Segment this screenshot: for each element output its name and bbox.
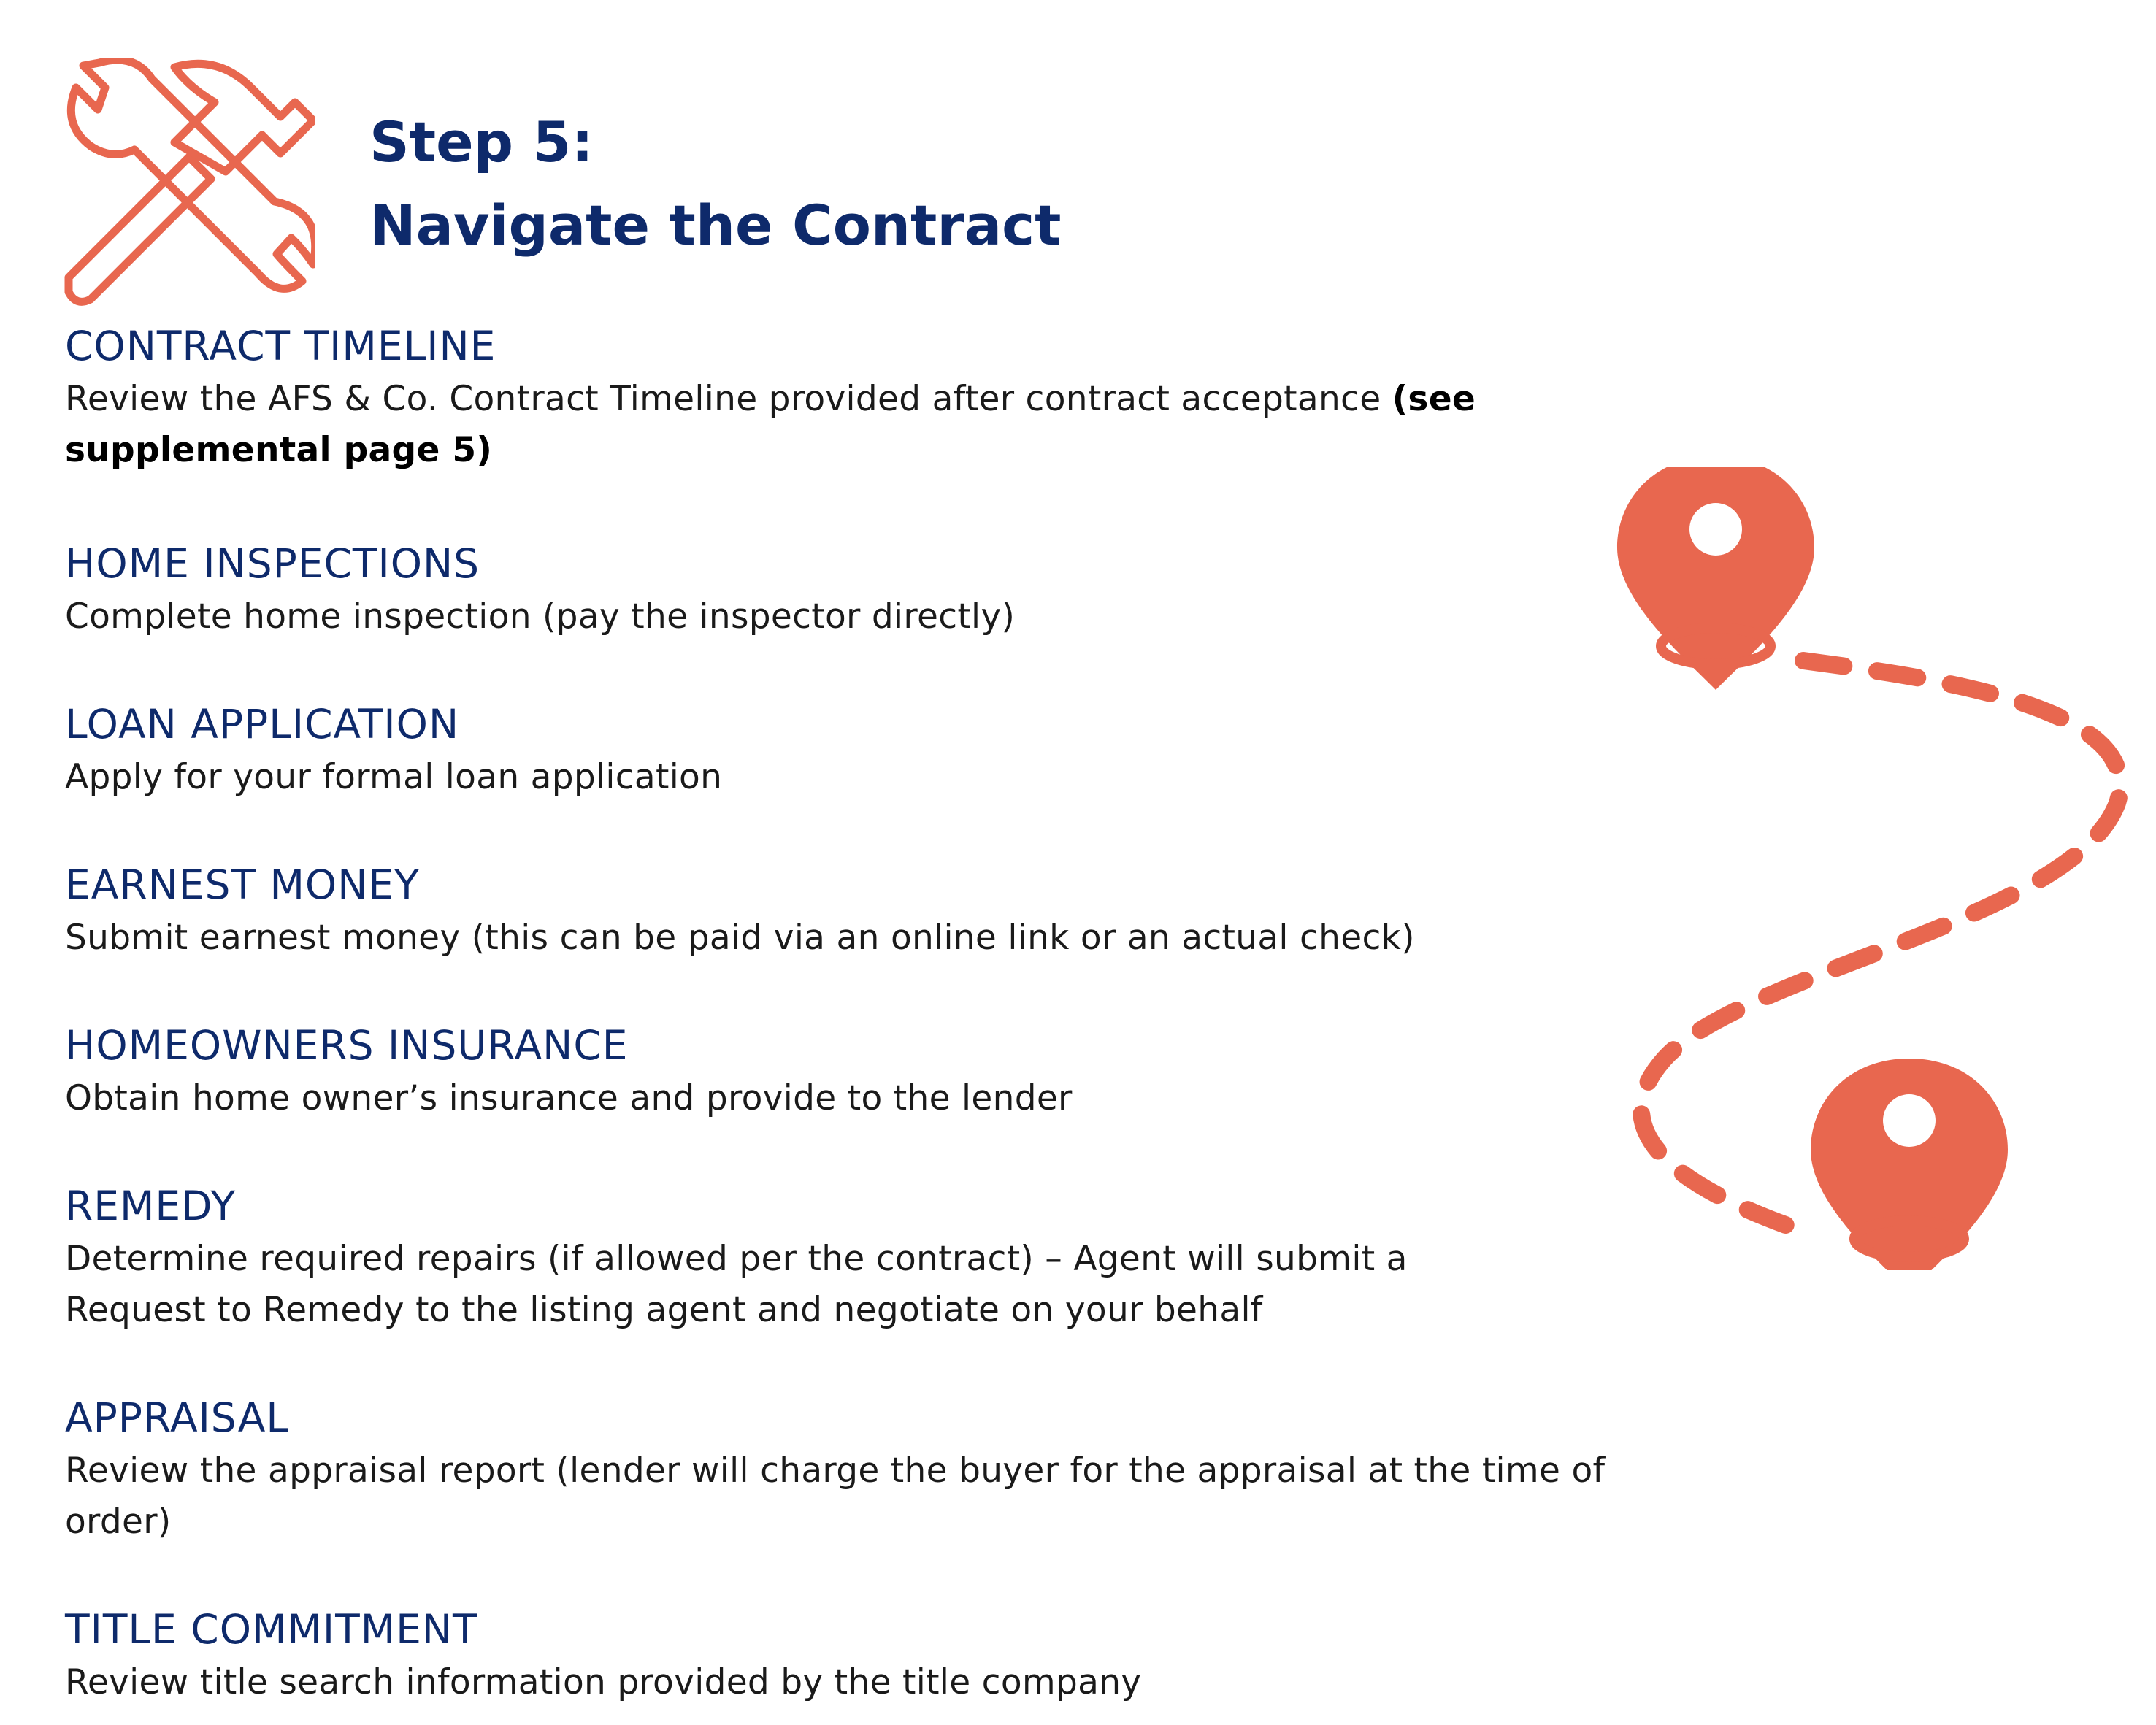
- section-text: Review title search information provided by the title company: [65, 1662, 1142, 1702]
- section-heading: APPRAISAL: [65, 1394, 289, 1441]
- section-heading: TITLE COMMITMENT: [65, 1606, 478, 1653]
- section-heading: HOME INSPECTIONS: [65, 540, 480, 587]
- section-remedy: [65, 1178, 1481, 1336]
- section-heading: REMEDY: [65, 1183, 237, 1229]
- section-heading: CONTRACT TIMELINE: [65, 323, 496, 369]
- section-text: Determine required repairs (if allowed per the contract) – Agent will submit a Request to Remedy to the listing agent and negotiate on your behalf: [65, 1239, 1408, 1330]
- section-heading: EARNEST MONEY: [65, 861, 420, 908]
- section-heading: HOMEOWNERS INSURANCE: [65, 1022, 629, 1069]
- section-text: Review the appraisal report (lender will charge the buyer for the appraisal at the time of order): [65, 1451, 1606, 1542]
- section-text: Complete home inspection (pay the inspector directly): [65, 596, 1016, 637]
- section-appraisal: [65, 1390, 1635, 1548]
- page-header: [369, 101, 1062, 267]
- section-text: Obtain home owner’s insurance and provide to the lender: [65, 1078, 1073, 1118]
- supplemental-reference: (see supplemental page 5): [65, 379, 1476, 470]
- step-label: Step 5:: [369, 110, 594, 174]
- section-text: Submit earnest money (this can be paid via an online link or an actual check): [65, 918, 1415, 958]
- steps-list: [65, 318, 1671, 1708]
- section-title-commitment: [65, 1602, 1671, 1708]
- section-earnest-money: [65, 857, 1671, 964]
- section-text: Review the AFS & Co. Contract Timeline provided after contract acceptance (see supplemental page 5): [65, 379, 1476, 470]
- section-homeowners-insurance: [65, 1018, 1671, 1124]
- section-loan-application: [65, 696, 1671, 803]
- page-title: Navigate the Contract: [369, 193, 1062, 258]
- route-map-pins-icon: [1562, 467, 2139, 1270]
- section-home-inspections: [65, 536, 1671, 642]
- section-text: Apply for your formal loan application: [65, 757, 723, 797]
- wrench-hammer-icon: [61, 58, 315, 307]
- map-pin-icon: [1811, 1059, 2008, 1270]
- map-pin-icon: [1617, 467, 1814, 690]
- section-contract-timeline: [65, 318, 1671, 476]
- section-heading: LOAN APPLICATION: [65, 701, 460, 748]
